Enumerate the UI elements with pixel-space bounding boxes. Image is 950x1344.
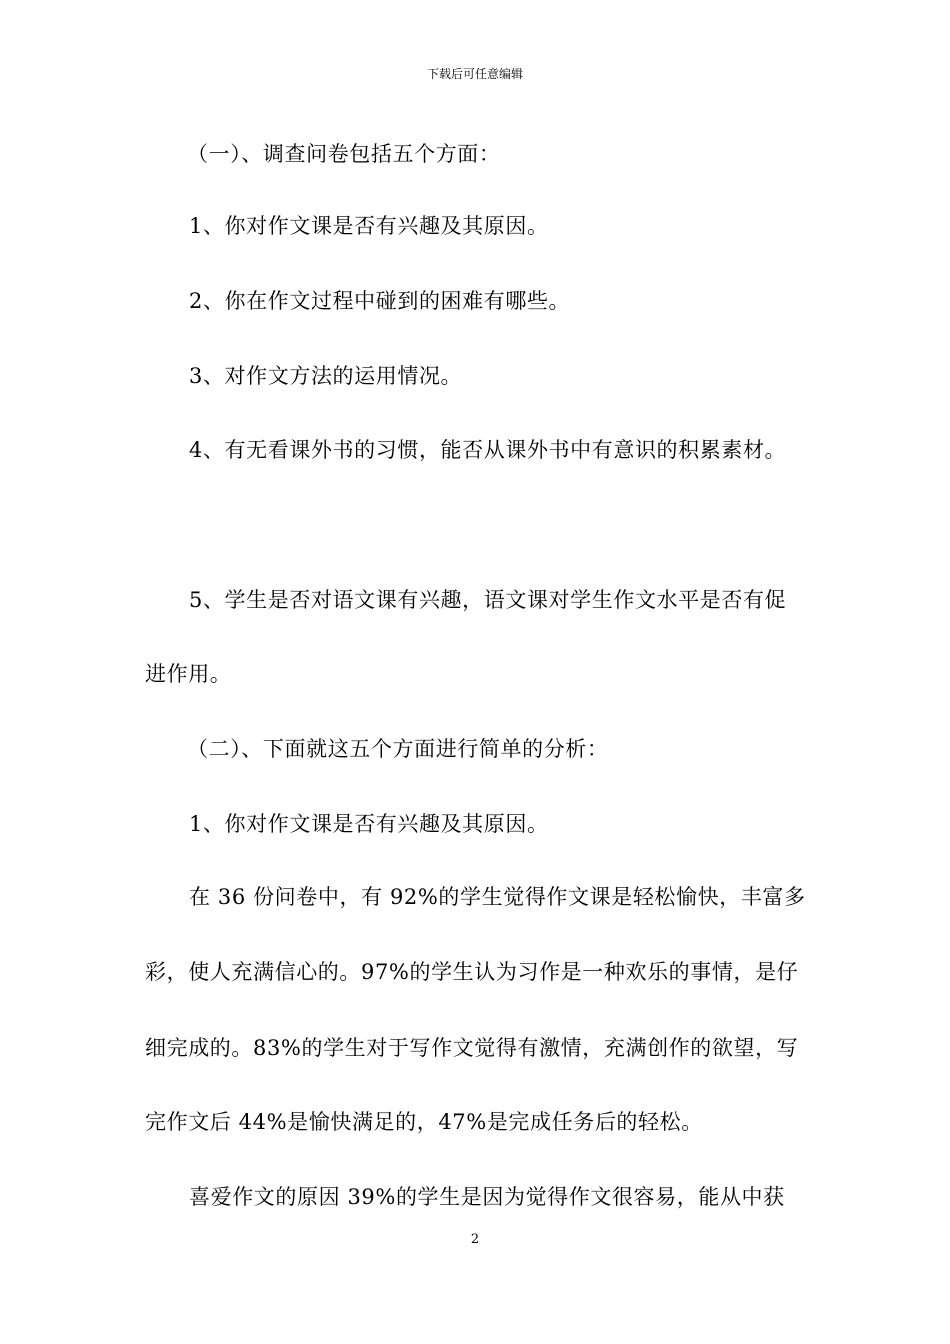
list-item-5-cont: 进作用。 bbox=[145, 662, 232, 686]
section-heading-2: （二）、下面就这五个方面进行简单的分析： bbox=[187, 737, 609, 761]
paragraph-1-line-4: 完作文后 44%是愉快满足的，47%是完成任务后的轻松。 bbox=[145, 1110, 703, 1134]
paragraph-2-line-1: 喜爱作文的原因 39%的学生是因为觉得作文很容易，能从中获 bbox=[189, 1185, 785, 1209]
page-number: 2 bbox=[470, 1232, 480, 1247]
paragraph-1-line-2: 彩，使人充满信心的。97%的学生认为习作是一种欢乐的事情，是仔 bbox=[145, 960, 799, 984]
list-item-3: 3、对作文方法的运用情况。 bbox=[189, 364, 463, 388]
paragraph-1-line-3: 细完成的。83%的学生对于写作文觉得有激情，充满创作的欲望，写 bbox=[145, 1036, 799, 1060]
list-item-4: 4、有无看课外书的习惯，能否从课外书中有意识的积累素材。 bbox=[189, 438, 787, 462]
section-heading-1: （一）、调查问卷包括五个方面： bbox=[187, 142, 501, 166]
list-item-5: 5、学生是否对语文课有兴趣，语文课对学生作文水平是否有促 bbox=[189, 588, 787, 612]
page-header: 下载后可任意编辑 bbox=[426, 67, 523, 81]
list-item-2: 2、你在作文过程中碰到的困难有哪些。 bbox=[189, 289, 571, 313]
list-item-1: 1、你对作文课是否有兴趣及其原因。 bbox=[189, 214, 549, 238]
paragraph-1-line-1: 在 36 份问卷中，有 92%的学生觉得作文课是轻松愉快，丰富多 bbox=[189, 885, 806, 909]
analysis-item-1: 1、你对作文课是否有兴趣及其原因。 bbox=[189, 812, 549, 836]
